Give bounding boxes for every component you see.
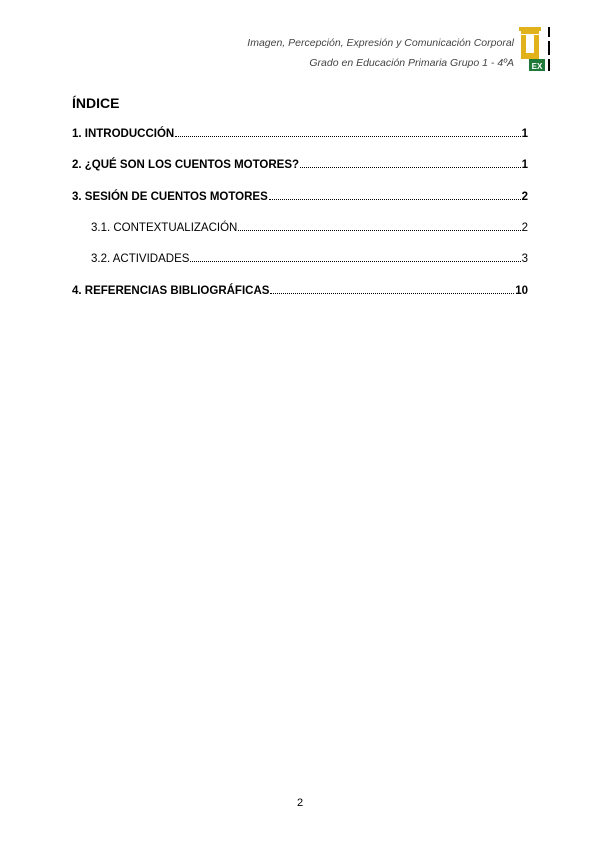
toc-page-number: 3 (521, 253, 528, 265)
toc-page-number: 1 (521, 159, 528, 171)
toc-leader (300, 166, 521, 168)
header-group-info: Grado en Educación Primaria Grupo 1 - 4ºA (309, 57, 514, 69)
svg-text:EX: EX (531, 62, 543, 71)
toc-label: 3.1. CONTEXTUALIZACIÓN (91, 222, 238, 234)
toc-entry-contextualizacion[interactable] (91, 222, 528, 234)
toc-entry-introduccion[interactable] (72, 128, 528, 140)
toc-leader (238, 229, 520, 231)
toc-page-number: 2 (521, 191, 528, 203)
toc-page-number: 10 (515, 285, 528, 297)
toc-leader (190, 260, 520, 262)
toc-entry-actividades[interactable] (91, 253, 528, 265)
toc-entry-que-son[interactable] (72, 159, 528, 171)
toc-label: 4. REFERENCIAS BIBLIOGRÁFICAS (72, 285, 270, 297)
toc-page-number: 2 (521, 222, 528, 234)
toc-entry-sesion[interactable] (72, 191, 528, 203)
toc-entry-referencias[interactable] (72, 285, 528, 297)
uex-logo-icon (517, 25, 553, 73)
toc-leader (269, 198, 521, 200)
toc-page-number: 1 (521, 128, 528, 140)
toc-label: 2. ¿QUÉ SON LOS CUENTOS MOTORES? (72, 159, 300, 171)
toc-label: 1. INTRODUCCIÓN (72, 128, 175, 140)
header-course-title: Imagen, Percepción, Expresión y Comunicación Corporal (247, 37, 514, 49)
toc-label: 3. SESIÓN DE CUENTOS MOTORES (72, 191, 268, 203)
index-title: ÍNDICE (72, 95, 120, 111)
toc-leader (175, 135, 520, 137)
toc-leader (270, 292, 514, 294)
document-header (247, 33, 514, 73)
toc-label: 3.2. ACTIVIDADES (91, 253, 190, 265)
footer-page-number: 2 (296, 797, 304, 809)
